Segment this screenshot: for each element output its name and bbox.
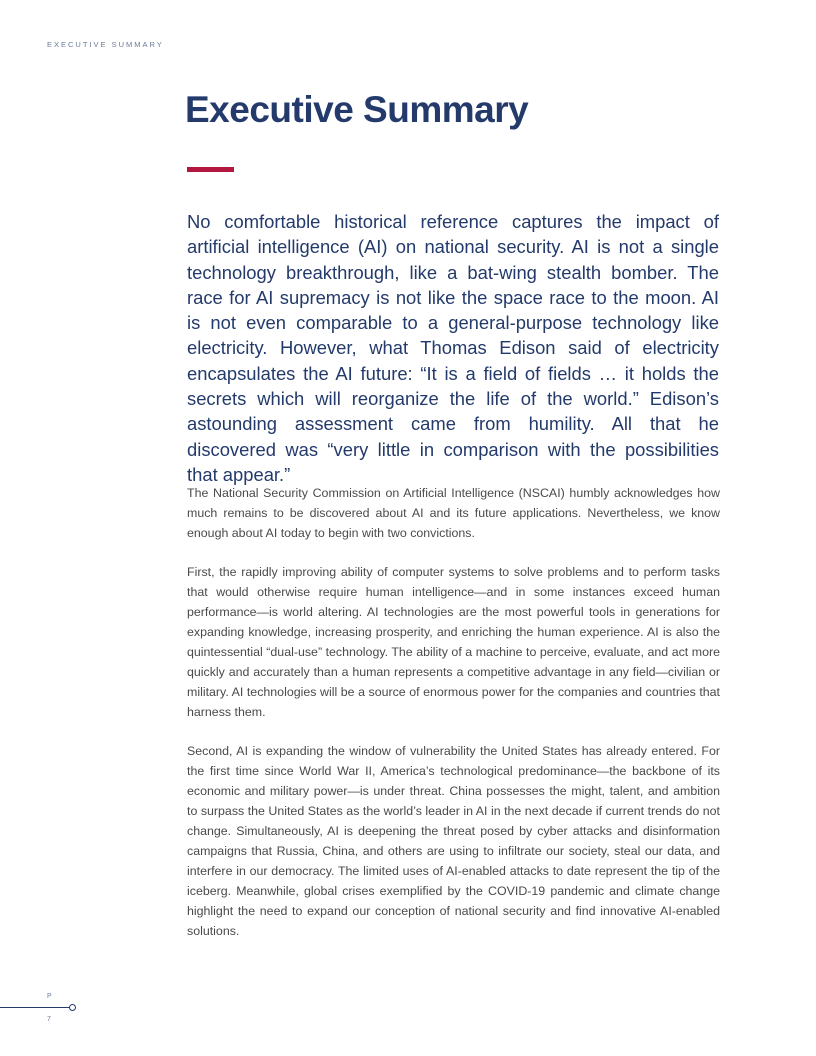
page-marker-dot-icon: [69, 1004, 76, 1011]
body-paragraph-second-conviction: Second, AI is expanding the window of vulnerability the United States has already entered. For the first time since World War II, America’s technological predominance—the backbone of its economic and military power—is under threat. China possesses the might, talent, and ambition to surpass the United States as the world’s leader in AI in the next decade if current trends do not change. Simultaneously, AI is deepening the threat posed by cyber attacks and disinformation campaigns that Russia, China, and others are using to infiltrate our society, steal our data, and interfere in our democracy. The limited uses of AI-enabled attacks to date represent the tip of the iceberg. Meanwhile, global crises exemplified by the COVID-19 pandemic and climate change highlight the need to expand our conception of national security and find innovative AI-enabled solutions.: [187, 744, 720, 938]
page-label: P: [47, 993, 52, 1000]
page-number: 7: [47, 1016, 51, 1023]
page-marker-line: [0, 1007, 70, 1008]
page-title: Executive Summary: [185, 89, 529, 130]
lead-paragraph: No comfortable historical reference captures the impact of artificial intelligence (AI) on national security. AI is not a single technology breakthrough, like a bat-wing stealth bomber. The race for AI supremacy is not like the space race to the moon. AI is not even comparable to a general-purpose technology like electricity. However, what Thomas Edison said of electricity encapsulates the AI future: “It is a field of fields … it holds the secrets which will reorganize the life of the world.” Edison’s astounding assessment came from humility. All that he discovered was “very little in comparison with the possibilities that appear.”: [187, 211, 719, 485]
body-paragraph-intro: The National Security Commission on Artificial Intelligence (NSCAI) humbly acknowledges how much remains to be discovered about AI and its future applications. Nevertheless, we know enough about AI today to begin with two convictions.: [187, 486, 720, 540]
running-header: EXECUTIVE SUMMARY: [47, 40, 164, 49]
title-accent-rule: [187, 167, 234, 172]
body-paragraph-first-conviction: First, the rapidly improving ability of computer systems to solve problems and to perform tasks that would otherwise require human intelligence—and in some instances exceed human performance—is world altering. AI technologies are the most powerful tools in generations for expanding knowledge, increasing prosperity, and enriching the human experience. AI is also the quintessential “dual-use” technology. The ability of a machine to perceive, evaluate, and act more quickly and accurately than a human represents a competitive advantage in any field—civilian or military. AI technologies will be a source of enormous power for the companies and countries that harness them.: [187, 565, 720, 719]
